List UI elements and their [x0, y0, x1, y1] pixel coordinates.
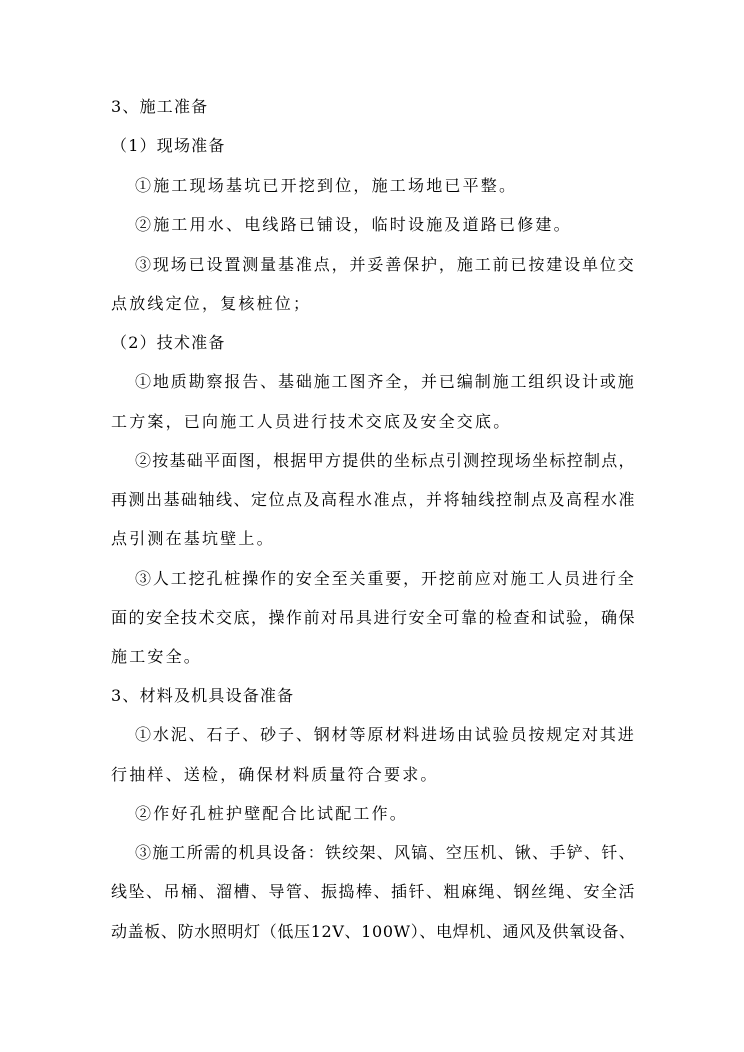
paragraph-line: ②作好孔桩护壁配合比试配工作。: [135, 804, 409, 823]
paragraph-line: ③人工挖孔桩操作的安全至关重要，开挖前应对施工人员进行全: [135, 569, 636, 588]
paragraph-line: ①施工现场基坑已开挖到位，施工场地已平整。: [135, 176, 518, 195]
paragraph-line: ③现场已设置测量基准点，并妥善保护，施工前已按建设单位交: [135, 255, 636, 274]
paragraph-line: 动盖板、防水照明灯（低压12V、100W）、电焊机、通风及供氧设备、: [111, 922, 636, 941]
paragraph-line: ①水泥、石子、砂子、钢材等原材料进场由试验员按规定对其进: [135, 725, 636, 744]
section-heading: 3、施工准备: [111, 97, 209, 116]
paragraph-line: 行抽样、送检，确保材料质量符合要求。: [111, 765, 439, 784]
section-heading: 3、材料及机具设备准备: [111, 686, 295, 705]
paragraph-line: 线坠、吊桶、溜槽、导管、振捣棒、插钎、粗麻绳、钢丝绳、安全活: [111, 882, 637, 901]
paragraph-line: 点放线定位，复核桩位；: [111, 294, 312, 313]
paragraph-line: 面的安全技术交底，操作前对吊具进行安全可靠的检查和试验，确保: [111, 608, 637, 627]
paragraph-line: 施工安全。: [111, 647, 203, 666]
paragraph-line: ②施工用水、电线路已铺设，临时设施及道路已修建。: [135, 215, 572, 234]
paragraph-line: 点引测在基坑壁上。: [111, 529, 275, 548]
paragraph-line: ①地质勘察报告、基础施工图齐全，并已编制施工组织设计或施: [135, 372, 636, 391]
paragraph-line: 再测出基础轴线、定位点及高程水准点，并将轴线控制点及高程水准: [111, 490, 637, 509]
paragraph-line: 工方案，已向施工人员进行技术交底及安全交底。: [111, 412, 512, 431]
subsection-heading: （1）现场准备: [111, 136, 226, 155]
paragraph-line: ②按基础平面图，根据甲方提供的坐标点引测控现场坐标控制点，: [135, 451, 636, 470]
subsection-heading: （2）技术准备: [111, 333, 226, 352]
paragraph-line: ③施工所需的机具设备：铁绞架、风镐、空压机、锹、手铲、钎、: [135, 843, 636, 862]
